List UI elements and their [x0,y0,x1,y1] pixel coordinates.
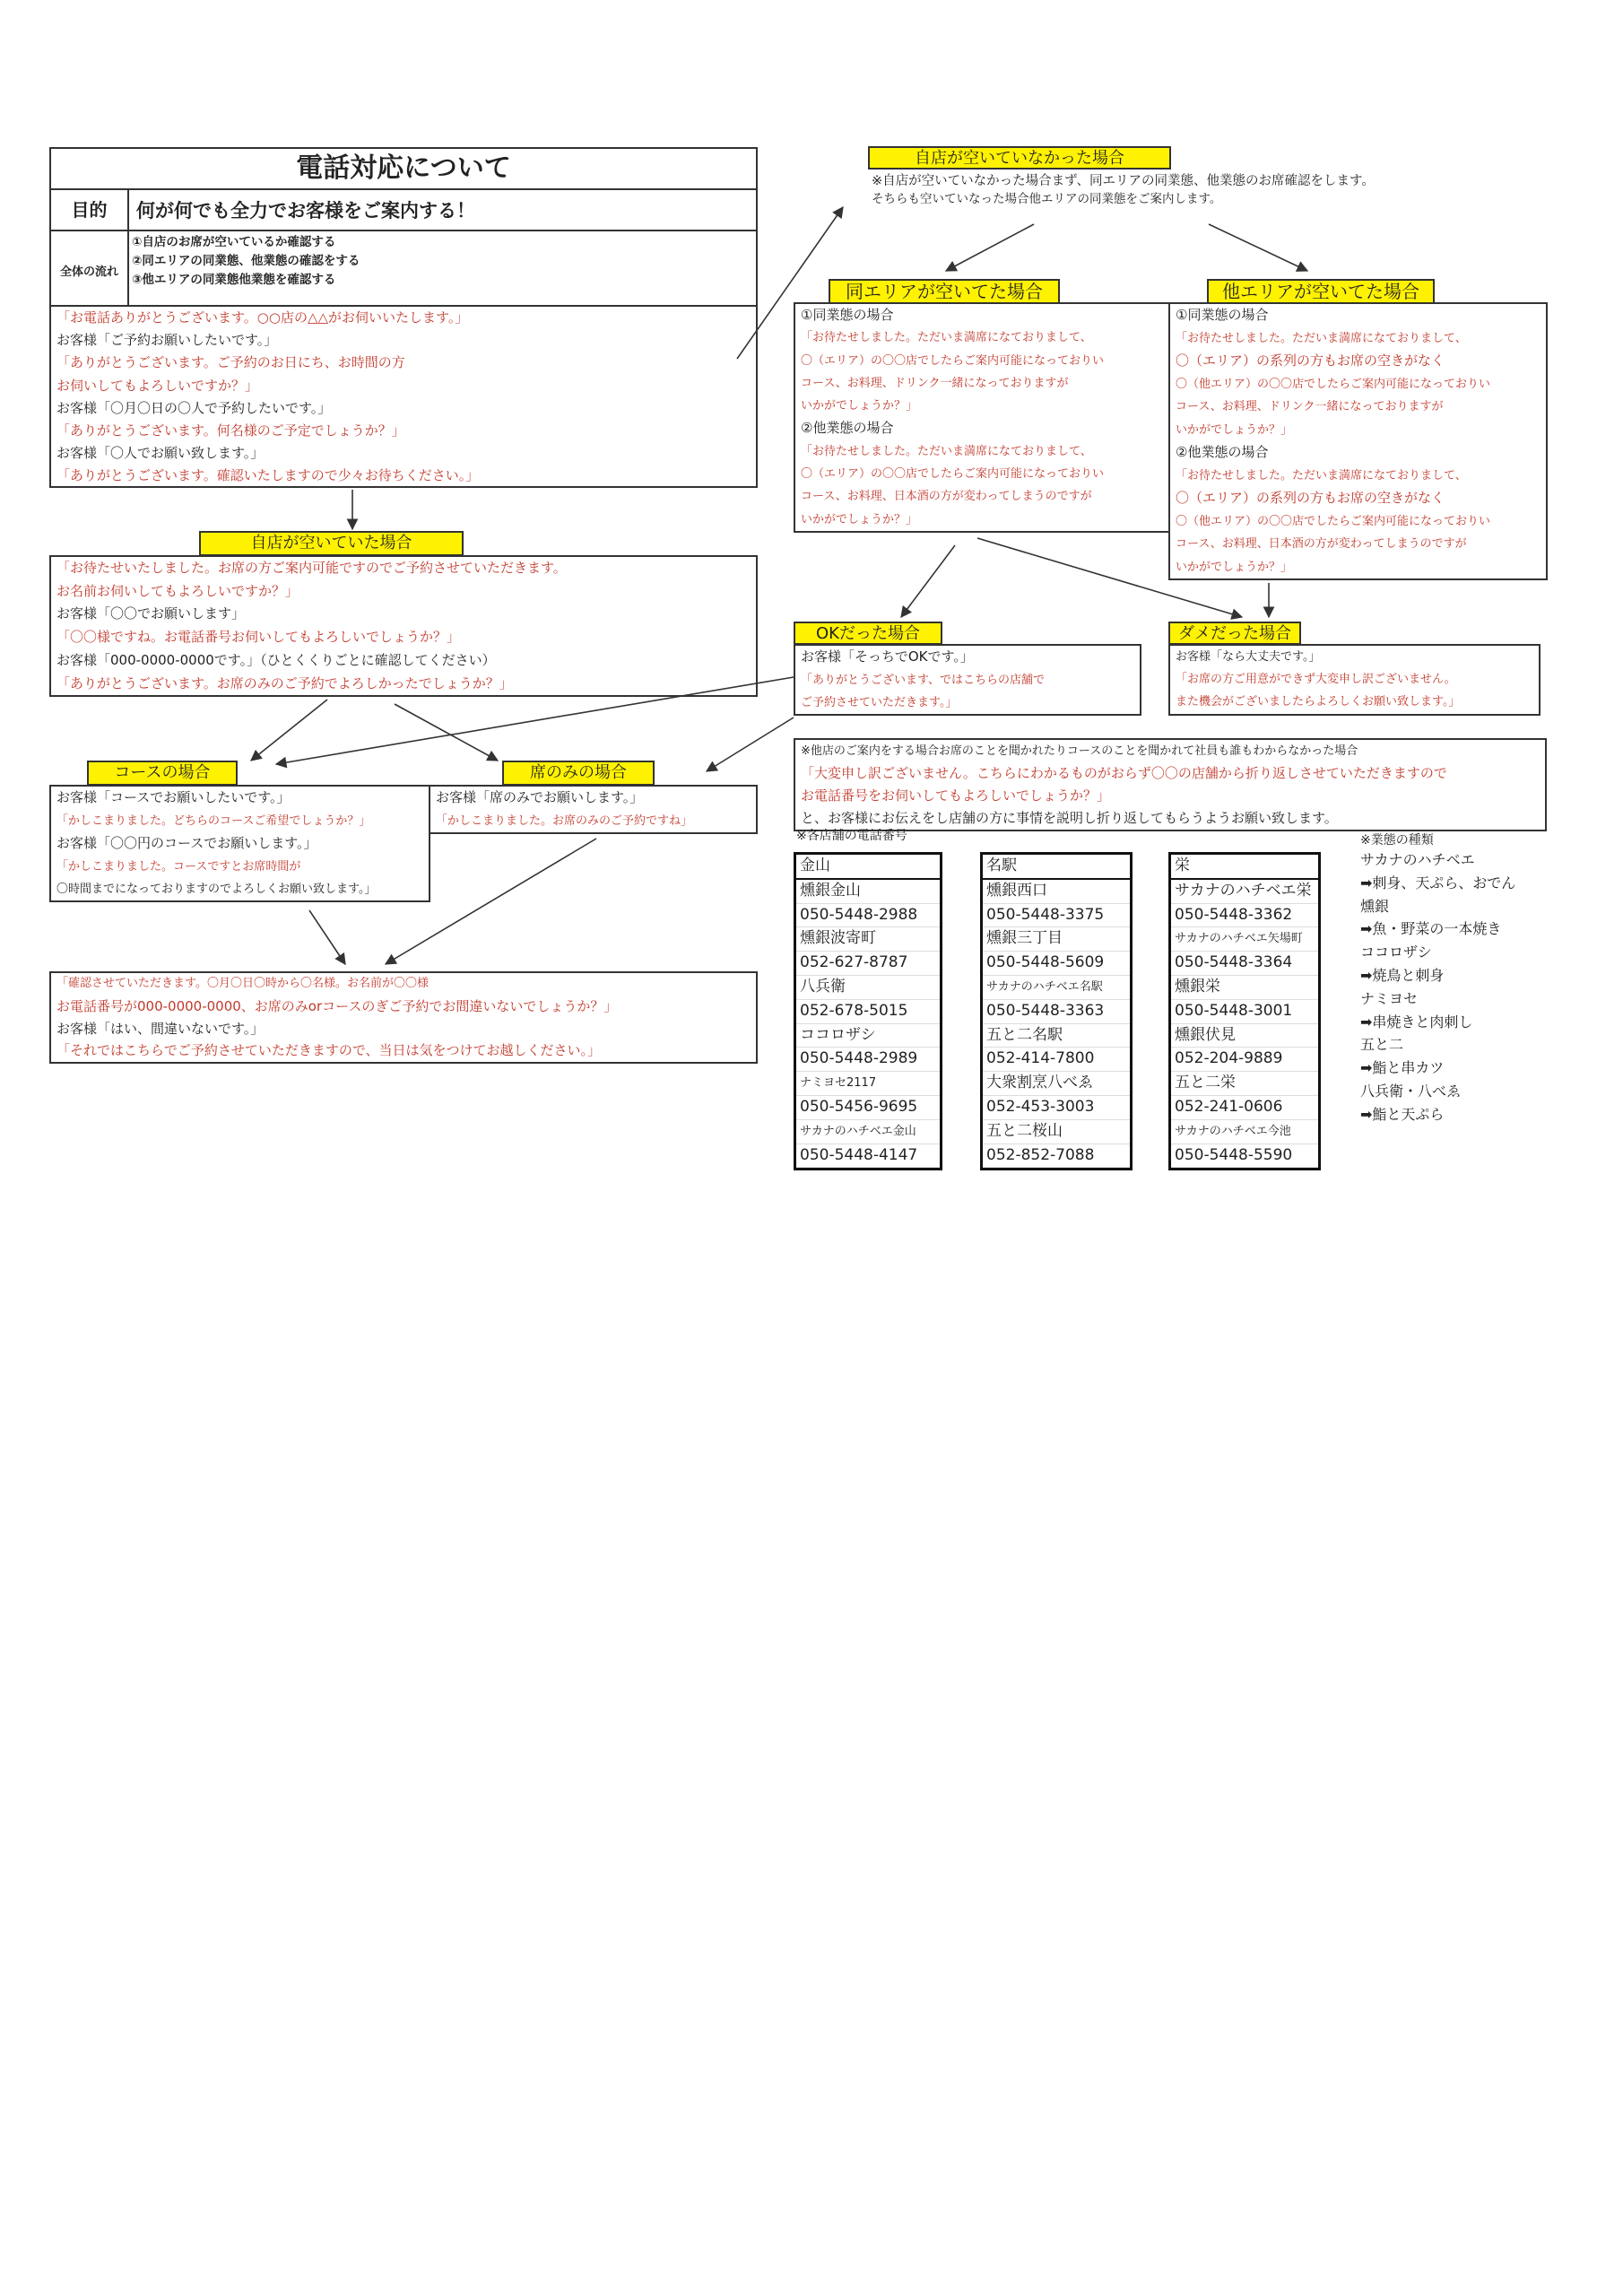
ng-label: ダメだった場合 [1168,622,1301,645]
script-line: お伺いしてもよろしいですか？」 [56,377,259,394]
phone-table-cell: 052-204-9889 [1171,1048,1318,1072]
script-line: 「お待たせいたしました。お席の方ご案内可能ですのでご予約させていただきます。 [56,560,567,576]
script-line: ※他店のご案内をする場合お席のことを聞かれたりコースのことを聞かれて社員も誰もわからなかった場合 [801,744,1358,758]
type-item: 燻銀 [1360,897,1390,915]
script-line: お客様「ご予約お願いしたいです。」 [56,332,278,349]
script-line: ご予約させていただきます。」 [801,696,958,709]
phone-table-cell: 050-5448-3364 [1171,952,1318,976]
script-line: ②他業態の場合 [801,420,894,437]
phone-table-cell: 燻銀西口 [983,880,1130,904]
phone-table-cell: 050-5456-9695 [796,1096,940,1120]
arrow [737,207,843,359]
not-available-note: そちらも空いていなった場合他エリアの同業態をご案内します。 [872,192,1222,206]
phone-table-cell: 燻銀金山 [796,880,940,904]
type-item: サカナのハチベエ [1360,851,1475,868]
script-line: いかがでしょうか？」 [801,399,918,413]
script-line: 「確認させていただきます。〇月〇日〇時から〇名様。お名前が〇〇様 [56,977,429,990]
phone-table-cell: 052-453-3003 [983,1096,1130,1120]
script-line: 「ありがとうございます。何名様のご予定でしょうか？」 [56,422,405,439]
arrow [977,538,1242,617]
script-line: 「お席の方ご用意ができず大変申し訳ございません。 [1176,673,1456,686]
script-line: 〇（エリア）の〇〇店でしたらご案内可能になっておりい [801,353,1105,368]
script-line: お客様「000-0000-0000です。」（ひとくくりごとに確認してください） [56,651,496,668]
script-line: お名前お伺いしてもよろしいですか？」 [56,582,299,599]
script-line: 「お待たせしました。ただいま満席になておりまして、 [1176,331,1467,345]
script-line: いかがでしょうか？」 [1176,422,1293,437]
script-line: 「かしこまりました。コースですとお席時間が [56,859,301,874]
phone-table-cell: 五と二桜山 [983,1120,1130,1144]
arrow [386,839,596,964]
type-item: 八兵衛・八べゑ [1360,1082,1462,1100]
purpose-text: 何が何でも全力でお客様をご案内する！ [136,200,475,222]
phone-table-cell: サカナのハチベエ名駅 [983,976,1130,1000]
script-line: 「ありがとうございます。確認いたしますので少々お待ちください。」 [56,467,480,484]
phone-table-cell: 050-5448-3363 [983,1000,1130,1024]
phone-table-cell: 050-5448-5609 [983,952,1130,976]
script-line: ②他業態の場合 [1176,444,1269,460]
phones-note: ※各店舗の電話番号 [796,829,907,843]
script-line: ①同業態の場合 [1176,307,1269,323]
phone-table-cell: 八兵衛 [796,976,940,1000]
script-line: お客様「なら大丈夫です。」 [1176,650,1321,664]
ok-label: OKだった場合 [794,622,942,645]
script-line: 〇時間までになっておりますのでよろしくお願い致します。」 [56,883,377,896]
script-line: お電話番号が000-0000-0000、お席のみorコースのぎご予約でお間違いないでしょうか？」 [56,997,618,1014]
phone-table-cell: ナミヨセ2117 [796,1072,940,1096]
script-line: 「かしこまりました。どちらのコースご希望でしょうか？」 [56,813,371,828]
script-line: 「それではこちらでご予約させていただきますので、当日は気をつけてお越しください。」 [56,1042,602,1059]
purpose-label: 目的 [51,190,129,230]
phone-table-cell: 052-414-7800 [983,1048,1130,1072]
phone-table-cell: サカナのハチベエ栄 [1171,880,1318,904]
page-title: 電話対応について [51,149,756,190]
flow-step: ③他エリアの同業態他業態を確認する [132,273,336,287]
script-line: 〇（エリア）の〇〇店でしたらご案内可能になっておりい [801,467,1105,482]
script-line: コース、お料理、日本酒の方が変わってしまうのですが [1176,537,1467,551]
script-line: 「ありがとうございます。ご予約のお日にち、お時間の方 [56,354,405,371]
type-item: ナミヨセ [1360,989,1419,1007]
types-note: ※業態の種類 [1360,833,1434,848]
phone-table-cell: 050-5448-4147 [796,1144,940,1169]
script-line: ①同業態の場合 [801,307,894,323]
not-available-label: 自店が空いていなかった場合 [868,146,1171,170]
type-item: ココロザシ [1360,944,1432,961]
phone-table-cell: サカナのハチベエ矢場町 [1171,927,1318,952]
flow-step: ②同エリアの同業態、他業態の確認をする [132,254,360,268]
script-line: 「〇〇様ですね。お電話番号お伺いしてもよろしいでしょうか？」 [56,629,461,646]
same-area-label: 同エリアが空いてた場合 [829,279,1060,304]
script-line: いかがでしょうか？」 [801,512,918,526]
phone-table-area: 栄 [1171,855,1318,880]
script-line: お客様「〇人でお願い致します。」 [56,445,265,462]
type-item: ➡刺身、天ぷら、おでん [1360,874,1516,891]
flow-label: 全体の流れ [51,231,129,309]
phone-table-cell: 052-627-8787 [796,952,940,976]
script-line: 〇（エリア）の系列の方もお席の空きがなく [1176,352,1445,369]
seat-only-label: 席のみの場合 [502,761,655,786]
phone-table-cell: 050-5448-2989 [796,1048,940,1072]
arrow [276,677,794,764]
phone-table-cell: 052-852-7088 [983,1144,1130,1169]
script-line: 〇（エリア）の系列の方もお席の空きがなく [1176,490,1445,506]
phone-table-cell: 052-241-0606 [1171,1096,1318,1120]
script-line: お客様「〇〇円のコースでお願いします。」 [56,835,317,851]
type-item: ➡魚・野菜の一本焼き [1360,920,1502,938]
type-item: ➡鮨と串カツ [1360,1059,1445,1077]
script-line: 〇（他エリア）の〇〇店でしたらご案内可能になっておりい [1176,377,1491,391]
phone-table-area: 名駅 [983,855,1130,880]
script-line: お客様「席のみでお願いします。」 [436,789,644,805]
script-line: 「ありがとうございます。お席のみのご予約でよろしかったでしょうか？」 [56,674,513,691]
phone-table-cell: サカナのハチベエ金山 [796,1120,940,1144]
own-available-label: 自店が空いていた場合 [199,531,464,556]
phone-table-cell: 燻銀伏見 [1171,1024,1318,1048]
type-item: ➡串焼きと肉刺し [1360,1013,1473,1031]
arrow [901,545,955,617]
arrow [1209,224,1307,271]
type-item: ➡焼鳥と刺身 [1360,966,1445,984]
script-line: お客様「〇〇でお願いします」 [56,605,246,622]
course-label: コースの場合 [87,761,238,786]
phone-table-cell: 050-5448-3375 [983,904,1130,928]
script-line: いかがでしょうか？」 [1176,560,1293,574]
phone-table-cell: サカナのハチベエ今池 [1171,1120,1318,1144]
phone-table-cell: 燻銀波寄町 [796,927,940,952]
phone-table-cell: 050-5448-5590 [1171,1144,1318,1169]
phone-table-cell: 大衆割烹八べゑ [983,1072,1130,1096]
phone-table-area: 金山 [796,855,940,880]
script-line: 〇（他エリア）の〇〇店でしたらご案内可能になっておりい [1176,514,1491,528]
flow-step: ①自店のお席が空いているか確認する [132,235,336,249]
script-line: また機会がございましたらよろしくお願い致します。」 [1176,695,1461,709]
phone-table-cell: 050-5448-3362 [1171,904,1318,928]
script-line: お客様「そっちでOKです。」 [801,648,974,665]
not-available-note: ※自店が空いていなかった場合まず、同エリアの同業態、他業態のお席確認をします。 [872,174,1375,188]
script-line: 「お待たせしました。ただいま満席になておりまして、 [801,331,1092,345]
phone-table-cell: 050-5448-2988 [796,904,940,928]
script-line: コース、お料理、日本酒の方が変わってしまうのですが [801,490,1092,504]
script-line: お客様「はい、間違いないです。」 [56,1020,265,1037]
script-line: お客様「〇月〇日の〇人で予約したいです。」 [56,399,332,416]
script-line: 「お待たせしました。ただいま満席になておりまして、 [801,444,1092,458]
arrow [946,224,1034,271]
script-line: お電話番号をお伺いしてもよろしいでしょうか？」 [801,787,1111,804]
script-line: コース、お料理、ドリンク一緒になっておりますが [801,376,1069,390]
phone-table-cell: 五と二名駅 [983,1024,1130,1048]
script-line: お客様「コースでお願いしたいです。」 [56,789,291,805]
script-line: 「お電話ありがとうございます。○○店の△△がお伺いいたします。」 [56,309,469,326]
phone-table-cell: 燻銀三丁目 [983,927,1130,952]
phone-table-cell: ココロザシ [796,1024,940,1048]
phone-table-cell: 052-678-5015 [796,1000,940,1024]
script-line: と、お客様にお伝えをし店舗の方に事情を説明し折り返してもらうようお願い致します。 [801,810,1338,826]
arrow [395,704,498,761]
phone-table-cell: 050-5448-3001 [1171,1000,1318,1024]
type-item: ➡鮨と天ぷら [1360,1105,1445,1123]
phone-table-cell: 五と二栄 [1171,1072,1318,1096]
type-item: 五と二 [1360,1036,1404,1054]
other-area-label: 他エリアが空いてた場合 [1207,279,1435,304]
phone-table-cell: 燻銀栄 [1171,976,1318,1000]
arrow [309,910,345,964]
arrow [251,700,327,761]
script-line: コース、お料理、ドリンク一緒になっておりますが [1176,400,1444,413]
script-line: 「かしこまりました。お席のみのご予約ですね」 [436,813,693,828]
script-line: 「大変申し訳ございません。こちらにわかるものがおらず〇〇の店舗から折り返しさせていただきますので [801,765,1447,781]
script-line: 「お待たせしました。ただいま満席になておりまして、 [1176,468,1467,483]
script-line: 「ありがとうございます、ではこちらの店舗で [801,673,1045,687]
arrow [707,718,794,771]
